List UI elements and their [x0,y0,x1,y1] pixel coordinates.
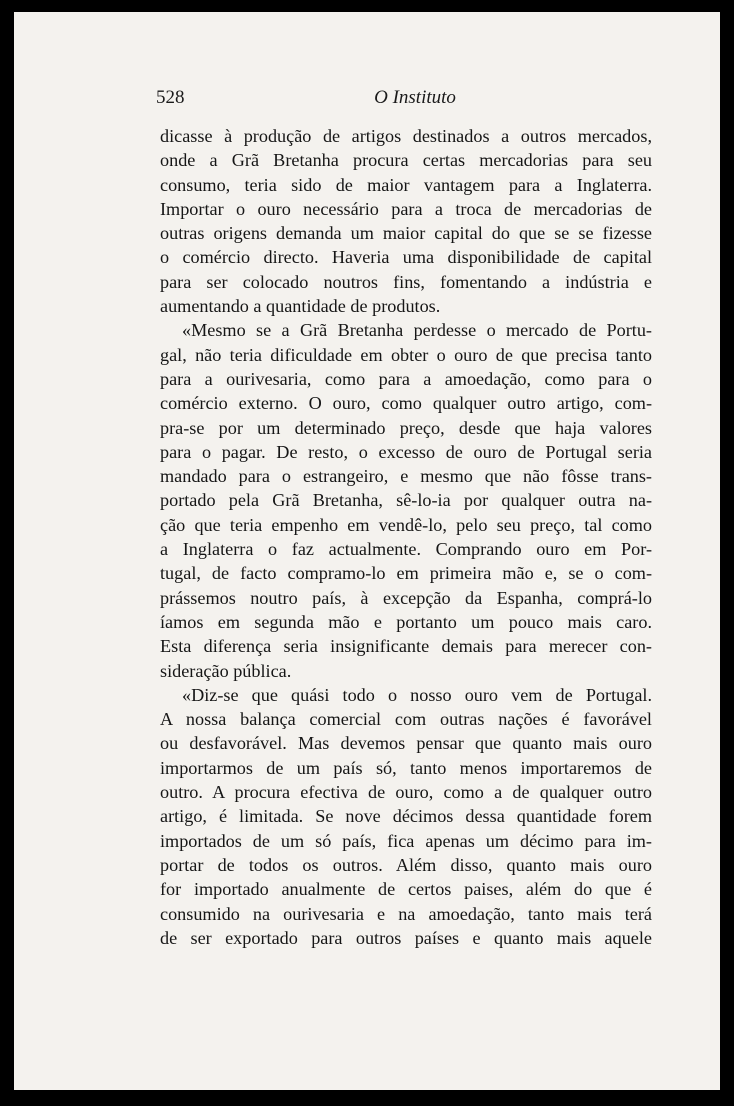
running-title: O Instituto [374,87,456,108]
text-line: íamos em segunda mão e portanto um pouco mais caro. [160,611,652,632]
scanned-page [14,12,720,1090]
text-line: consumo, teria sido de maior vantagem para a Inglaterra. [160,174,652,195]
text-line: de ser exportado para outros países e quanto mais aquele [160,927,652,948]
text-line: prássemos noutro país, à excepção da Espanha, comprá-lo [160,587,652,608]
text-line: gal, não teria dificuldade em obter o ouro de que precisa tanto [160,344,652,365]
text-line: Importar o ouro necessário para a troca de mercadorias de [160,198,652,219]
text-line: para o pagar. De resto, o excesso de ouro de Portugal seria [160,441,652,462]
text-line: outras origens demanda um maior capital do que se se fizesse [160,223,652,244]
text-line: aumentando a quantidade de produtos. [160,296,441,317]
text-line: onde a Grã Bretanha procura certas mercadorias para seu [160,150,652,171]
text-line: comércio externo. O ouro, como qualquer outro artigo, com- [160,393,652,414]
text-line: dicasse à produção de artigos destinados a outros mercados, [160,126,652,146]
text-line: o comércio directo. Haveria uma disponibilidade de capital [160,247,652,268]
text-line: ou desfavorável. Mas devemos pensar que quanto mais ouro [160,733,652,754]
page-header [156,87,654,113]
text-line: portar de todos os outros. Além disso, quanto mais ouro [160,854,652,875]
paragraph [160,124,652,318]
paragraph [160,683,652,950]
text-line: a Inglaterra o faz actualmente. Comprando ouro em Por- [160,539,652,560]
paragraph [160,318,652,682]
text-line: artigo, é limitada. Se nove décimos dessa quantidade forem [160,806,652,827]
text-line: tugal, de facto compramo-lo em primeira mão e, se o com- [160,563,652,584]
text-line: para ser colocado noutros fins, fomentando a indústria e [160,271,652,292]
text-line: consumido na ourivesaria e na amoedação, tanto mais terá [160,903,652,924]
text-line: Esta diferença seria insignificante demais para merecer con- [160,636,652,657]
text-line: importados de um só país, fica apenas um décimo para im- [160,830,652,851]
text-line: «Mesmo se a Grã Bretanha perdesse o mercado de Portu- [182,320,652,341]
text-line: para a ourivesaria, como para a amoedação, como para o [160,368,652,389]
text-line: ção que teria empenho em vendê-lo, pelo seu preço, tal como [160,514,652,535]
text-line: mandado para o estrangeiro, e mesmo que não fôsse trans- [160,466,652,487]
text-line: sideração pública. [160,660,292,681]
text-line: A nossa balança comercial com outras nações é favorável [160,709,652,730]
text-line: portado pela Grã Bretanha, sê-lo-ia por qualquer outra na- [160,490,652,511]
text-line: pra-se por um determinado preço, desde que haja valores [160,417,652,438]
text-line: «Diz-se que quási todo o nosso ouro vem de Portugal. [182,684,652,705]
text-line: for importado anualmente de certos paises, além do que é [160,879,652,900]
body-text [160,124,652,950]
text-line: importarmos de um país só, tanto menos importaremos de [160,757,652,778]
page-number: 528 [156,87,185,108]
text-line: outro. A procura efectiva de ouro, como a de qualquer outro [160,782,652,803]
